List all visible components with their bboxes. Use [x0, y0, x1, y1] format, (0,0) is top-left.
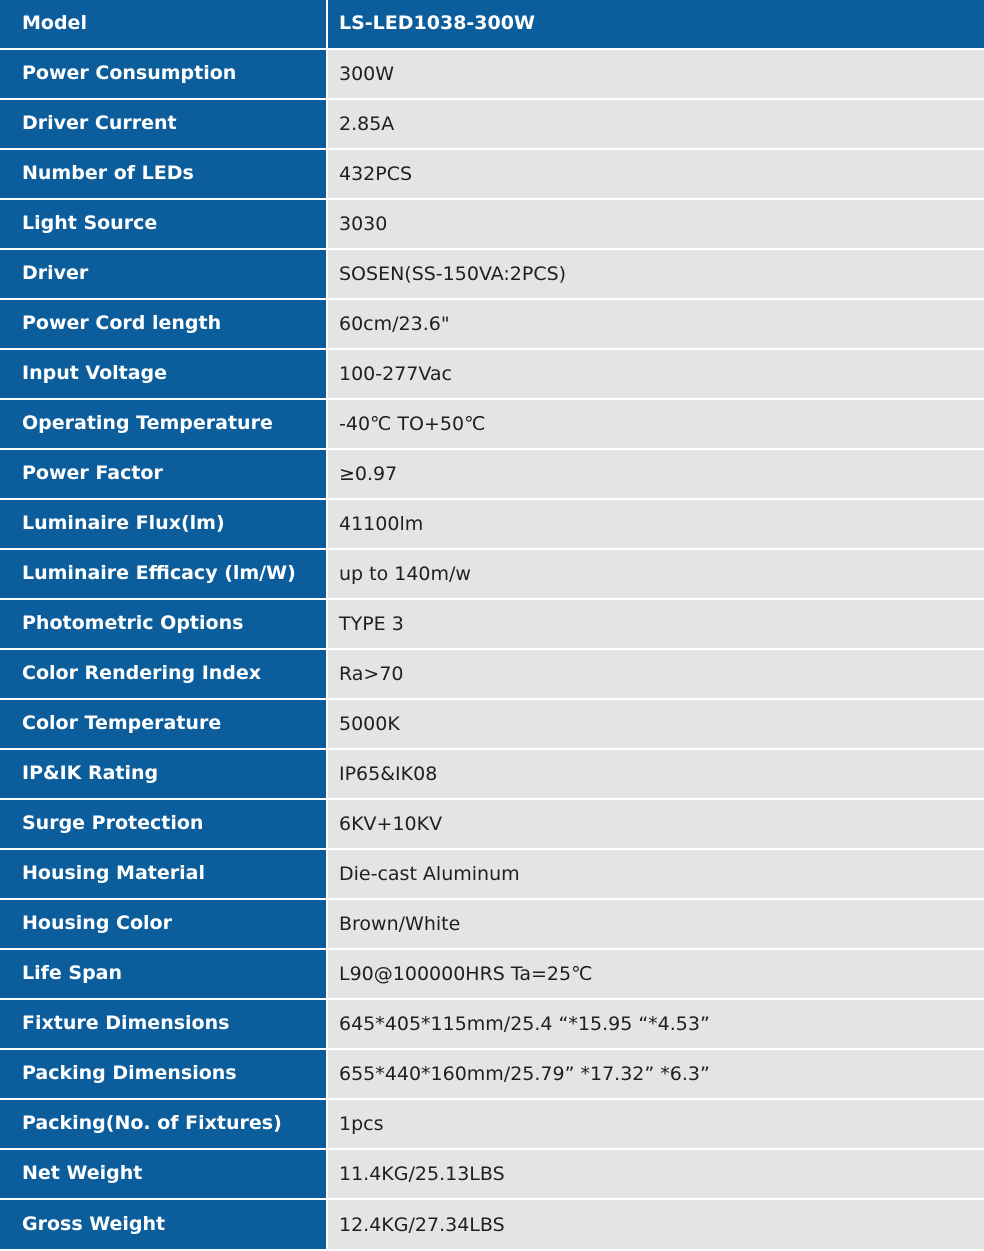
- spec-row: [0, 199, 984, 249]
- spec-value: 655*440*160mm/25.79” *17.32” *6.3”: [327, 1049, 984, 1099]
- spec-value: 2.85A: [327, 99, 984, 149]
- spec-row: [0, 149, 984, 199]
- spec-value: 300W: [327, 49, 984, 99]
- spec-label: Light Source: [0, 199, 327, 249]
- spec-value: up to 140m/w: [327, 549, 984, 599]
- spec-label: Color Temperature: [0, 699, 327, 749]
- spec-row: [0, 399, 984, 449]
- spec-row: [0, 99, 984, 149]
- spec-value: 12.4KG/27.34LBS: [327, 1199, 984, 1249]
- spec-value: Ra>70: [327, 649, 984, 699]
- spec-label: Driver Current: [0, 99, 327, 149]
- spec-row: [0, 1149, 984, 1199]
- spec-value: 6KV+10KV: [327, 799, 984, 849]
- spec-header-label: Model: [0, 0, 327, 49]
- spec-header-value: LS-LED1038-300W: [327, 0, 984, 49]
- spec-row: [0, 749, 984, 799]
- spec-label: Driver: [0, 249, 327, 299]
- spec-label: IP&IK Rating: [0, 749, 327, 799]
- spec-value: 3030: [327, 199, 984, 249]
- spec-row: [0, 449, 984, 499]
- spec-label: Operating Temperature: [0, 399, 327, 449]
- spec-row: [0, 549, 984, 599]
- spec-label: Number of LEDs: [0, 149, 327, 199]
- spec-value: TYPE 3: [327, 599, 984, 649]
- spec-value: 41100lm: [327, 499, 984, 549]
- spec-row: [0, 1199, 984, 1249]
- spec-label: Input Voltage: [0, 349, 327, 399]
- spec-row: [0, 499, 984, 549]
- spec-label: Surge Protection: [0, 799, 327, 849]
- spec-row: [0, 1099, 984, 1149]
- spec-row: [0, 849, 984, 899]
- spec-label: Housing Material: [0, 849, 327, 899]
- spec-label: Luminaire Flux(lm): [0, 499, 327, 549]
- spec-value: 1pcs: [327, 1099, 984, 1149]
- spec-value: -40℃ TO+50℃: [327, 399, 984, 449]
- spec-label: Fixture Dimensions: [0, 999, 327, 1049]
- spec-label: Life Span: [0, 949, 327, 999]
- spec-header-row: [0, 0, 984, 49]
- spec-row: [0, 599, 984, 649]
- spec-label: Packing Dimensions: [0, 1049, 327, 1099]
- spec-label: Net Weight: [0, 1149, 327, 1199]
- spec-row: [0, 649, 984, 699]
- spec-row: [0, 349, 984, 399]
- spec-value: Brown/White: [327, 899, 984, 949]
- spec-value: IP65&IK08: [327, 749, 984, 799]
- spec-row: [0, 249, 984, 299]
- spec-value: L90@100000HRS Ta=25℃: [327, 949, 984, 999]
- spec-label: Packing(No. of Fixtures): [0, 1099, 327, 1149]
- spec-label: Photometric Options: [0, 599, 327, 649]
- spec-value: SOSEN(SS-150VA:2PCS): [327, 249, 984, 299]
- spec-label: Color Rendering Index: [0, 649, 327, 699]
- spec-label: Power Cord length: [0, 299, 327, 349]
- spec-row: [0, 899, 984, 949]
- spec-label: Housing Color: [0, 899, 327, 949]
- spec-row: [0, 949, 984, 999]
- spec-value: 5000K: [327, 699, 984, 749]
- spec-row: [0, 49, 984, 99]
- spec-label: Power Factor: [0, 449, 327, 499]
- spec-row: [0, 299, 984, 349]
- spec-label: Gross Weight: [0, 1199, 327, 1249]
- spec-value: ≥0.97: [327, 449, 984, 499]
- spec-value: Die-cast Aluminum: [327, 849, 984, 899]
- spec-row: [0, 999, 984, 1049]
- spec-row: [0, 699, 984, 749]
- spec-value: 432PCS: [327, 149, 984, 199]
- spec-value: 60cm/23.6": [327, 299, 984, 349]
- spec-value: 645*405*115mm/25.4 “*15.95 “*4.53”: [327, 999, 984, 1049]
- spec-label: Power Consumption: [0, 49, 327, 99]
- spec-row: [0, 799, 984, 849]
- spec-row: [0, 1049, 984, 1099]
- spec-value: 100-277Vac: [327, 349, 984, 399]
- spec-label: Luminaire Efficacy (lm/W): [0, 549, 327, 599]
- spec-value: 11.4KG/25.13LBS: [327, 1149, 984, 1199]
